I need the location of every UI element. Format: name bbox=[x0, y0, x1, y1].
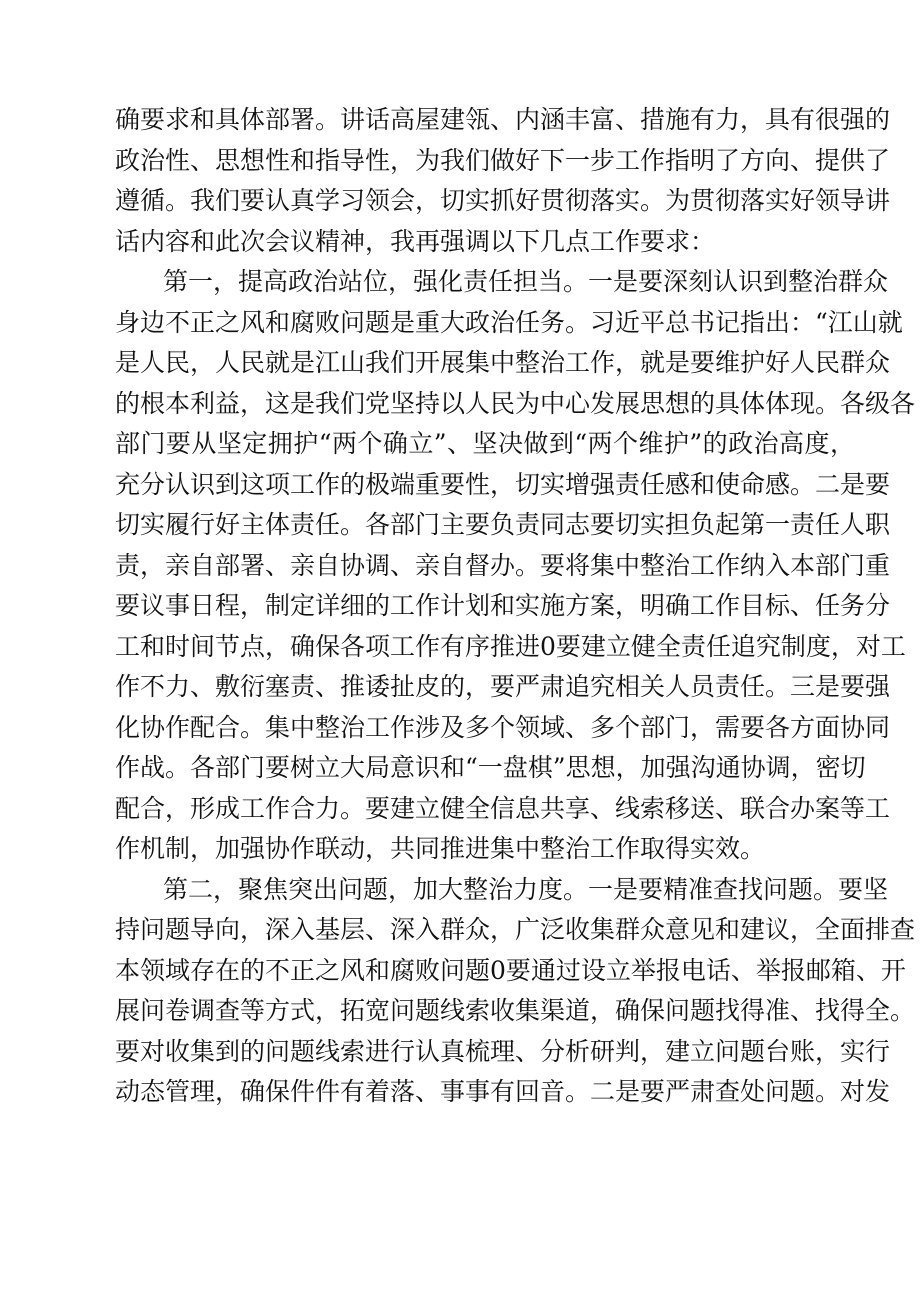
text-line: 配合，形成工作合力。要建立健全信息共享、线索移送、联合办案等工 bbox=[115, 793, 891, 823]
text-line: 要对收集到的问题线索进行认真梳理、分析研判，建立问题台账，实行 bbox=[115, 1036, 891, 1066]
document-body bbox=[115, 100, 916, 1113]
text-line: 充分认识到这项工作的极端重要性，切实增强责任感和使命感。二是要 bbox=[115, 469, 891, 499]
text-line: 工和时间节点，确保各项工作有序推进0要建立健全责任追究制度，对工 bbox=[115, 631, 906, 661]
text-line: 作不力、敷衍塞责、推诿扯皮的，要严肃追究相关人员责任。三是要强 bbox=[115, 672, 891, 701]
paragraph-first-line: 第二，聚焦突出问题，加大整治力度。一是要精准查找问题。要坚 bbox=[163, 874, 889, 904]
text-line: 话内容和此次会议精神，我再强调以下几点工作要求： bbox=[115, 226, 716, 256]
text-line: 作机制，加强协作联动，共同推进集中整治工作取得实效。 bbox=[115, 834, 766, 863]
text-line: 动态管理，确保件件有着落、事事有回音。二是要严肃查处问题。对发 bbox=[115, 1077, 891, 1106]
text-line: 确要求和具体部署。讲话高屋建瓴、内涵丰富、措施有力，具有很强的 bbox=[115, 105, 891, 134]
paragraph-first-line: 第一，提高政治站位，强化责任担当。一是要深刻认识到整治群众 bbox=[163, 267, 889, 296]
text-line: 持问题导向，深入基层、深入群众，广泛收集群众意见和建议，全面排查 bbox=[115, 915, 916, 944]
text-line: 本领域存在的不正之风和腐败问题0要通过设立举报电话、举报邮箱、开 bbox=[115, 955, 906, 985]
text-line: 部门要从坚定拥护“两个确立”、坚决做到“两个维护”的政治高度， bbox=[115, 429, 855, 458]
text-line: 化协作配合。集中整治工作涉及多个领域、多个部门，需要各方面协同 bbox=[115, 712, 891, 742]
text-line: 切实履行好主体责任。各部门主要负责同志要切实担负起第一责任人职 bbox=[115, 510, 891, 539]
text-line: 遵循。我们要认真学习领会，切实抓好贯彻落实。为贯彻落实好领导讲 bbox=[115, 186, 891, 215]
text-line: 身边不正之风和腐败问题是重大政治任务。习近平总书记指出：“江山就 bbox=[115, 307, 903, 337]
text-line: 的根本利益，这是我们党坚持以人民为中心发展思想的具体体现。各级各 bbox=[115, 388, 916, 418]
text-line: 要议事日程，制定详细的工作计划和实施方案，明确工作目标、任务分 bbox=[115, 591, 891, 620]
text-line: 责，亲自部署、亲自协调、亲自督办。要将集中整治工作纳入本部门重 bbox=[115, 550, 891, 580]
text-line: 展问卷调查等方式，拓宽问题线索收集渠道，确保问题找得准、找得全。 bbox=[115, 996, 916, 1025]
text-line: 作战。各部门要树立大局意识和“一盘棋”思想，加强沟通协调，密切 bbox=[115, 753, 866, 782]
text-line: 政治性、思想性和指导性，为我们做好下一步工作指明了方向、提供了 bbox=[115, 145, 891, 175]
text-line: 是人民，人民就是江山我们开展集中整治工作，就是要维护好人民群众 bbox=[115, 348, 891, 377]
